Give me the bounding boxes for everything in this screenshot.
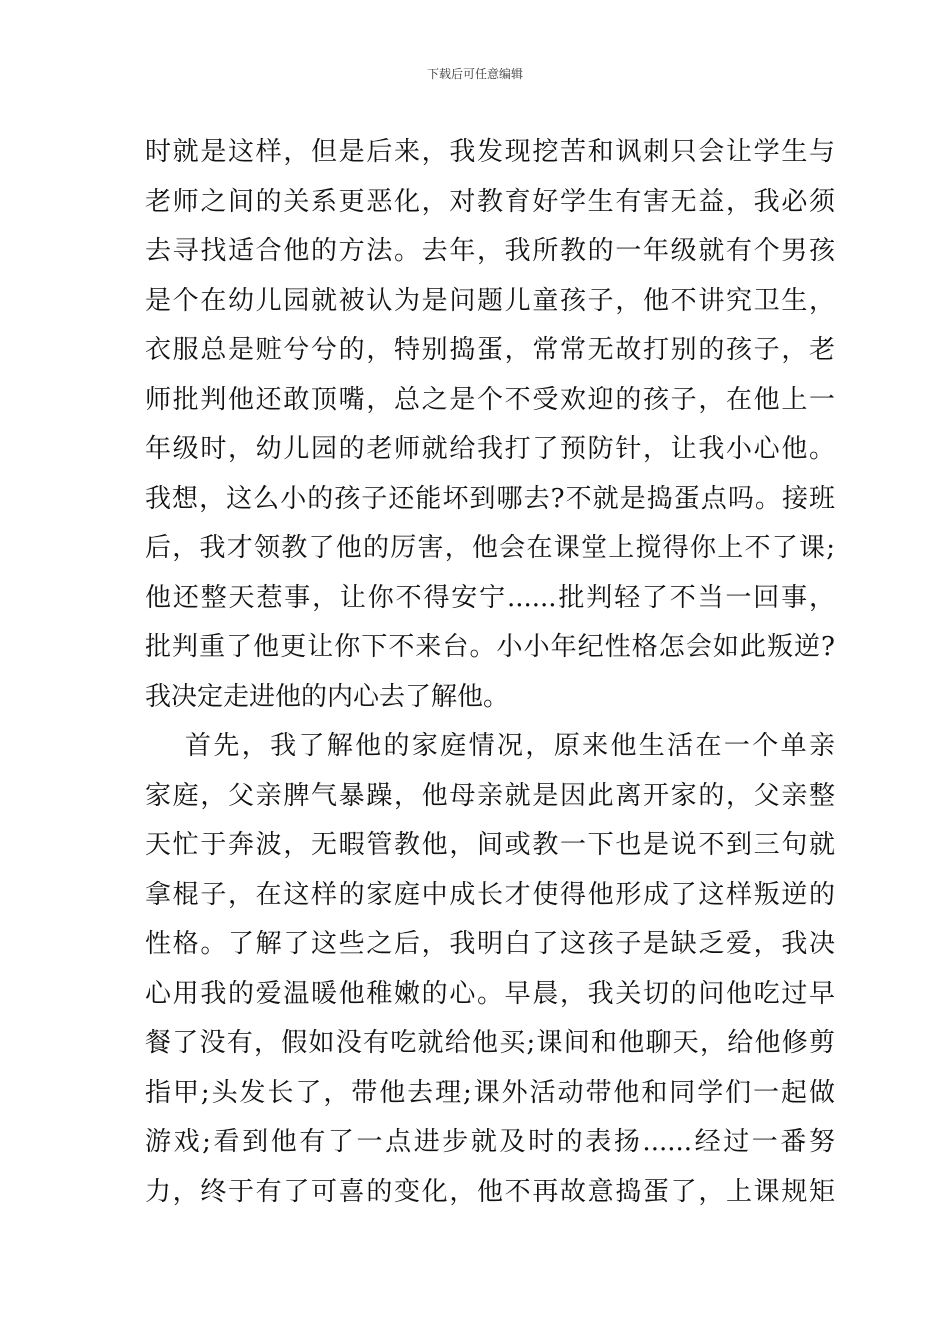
text-line: 游戏;看到他有了一点进步就及时的表扬......经过一番努 (145, 1127, 835, 1157)
text-line: 我决定走进他的内心去了解他。 (145, 681, 510, 712)
text-line: 首先，我了解他的家庭情况，原来他生活在一个单亲 (185, 731, 835, 761)
text-line: 时就是这样，但是后来，我发现挖苦和讽刺只会让学生与 (145, 137, 835, 167)
text-line: 批判重了他更让你下不来台。小小年纪性格怎会如此叛逆? (145, 632, 835, 662)
text-line: 他还整天惹事，让你不得安宁......批判轻了不当一回事， (145, 582, 835, 613)
paragraph-1 (145, 128, 835, 722)
text-line: 是个在幼儿园就被认为是问题儿童孩子，他不讲究卫生， (145, 285, 835, 316)
text-line: 衣服总是赃兮兮的，特别捣蛋，常常无故打别的孩子，老 (145, 335, 835, 365)
text-line: 性格。了解了这些之后，我明白了这孩子是缺乏爱，我决 (145, 929, 835, 959)
text-line: 老师之间的关系更恶化，对教育好学生有害无益，我必须 (145, 186, 835, 217)
paragraph-2 (145, 722, 835, 1217)
text-line: 天忙于奔波，无暇管教他，间或教一下也是说不到三句就 (145, 830, 835, 860)
page-header: 下载后可任意编辑 (426, 67, 523, 81)
document-body (145, 128, 835, 1217)
text-line: 餐了没有，假如没有吃就给他买;课间和他聊天，给他修剪 (145, 1028, 835, 1058)
text-line: 后，我才领教了他的厉害，他会在课堂上搅得你上不了课; (145, 533, 835, 563)
text-line: 年级时，幼儿园的老师就给我打了预防针，让我小心他。 (145, 434, 835, 464)
text-line: 去寻找适合他的方法。去年，我所教的一年级就有个男孩 (145, 236, 835, 266)
text-line: 指甲;头发长了，带他去理;课外活动带他和同学们一起做 (145, 1077, 835, 1108)
text-line: 我想，这么小的孩子还能坏到哪去?不就是捣蛋点吗。接班 (145, 483, 835, 514)
text-line: 家庭，父亲脾气暴躁，他母亲就是因此离开家的，父亲整 (145, 780, 835, 811)
text-line: 心用我的爱温暖他稚嫩的心。早晨，我关切的问他吃过早 (145, 978, 835, 1009)
text-line: 力，终于有了可喜的变化，他不再故意捣蛋了，上课规矩 (145, 1176, 835, 1207)
text-line: 拿棍子，在这样的家庭中成长才使得他形成了这样叛逆的 (145, 879, 835, 910)
text-line: 师批判他还敢顶嘴，总之是个不受欢迎的孩子，在他上一 (145, 384, 835, 415)
